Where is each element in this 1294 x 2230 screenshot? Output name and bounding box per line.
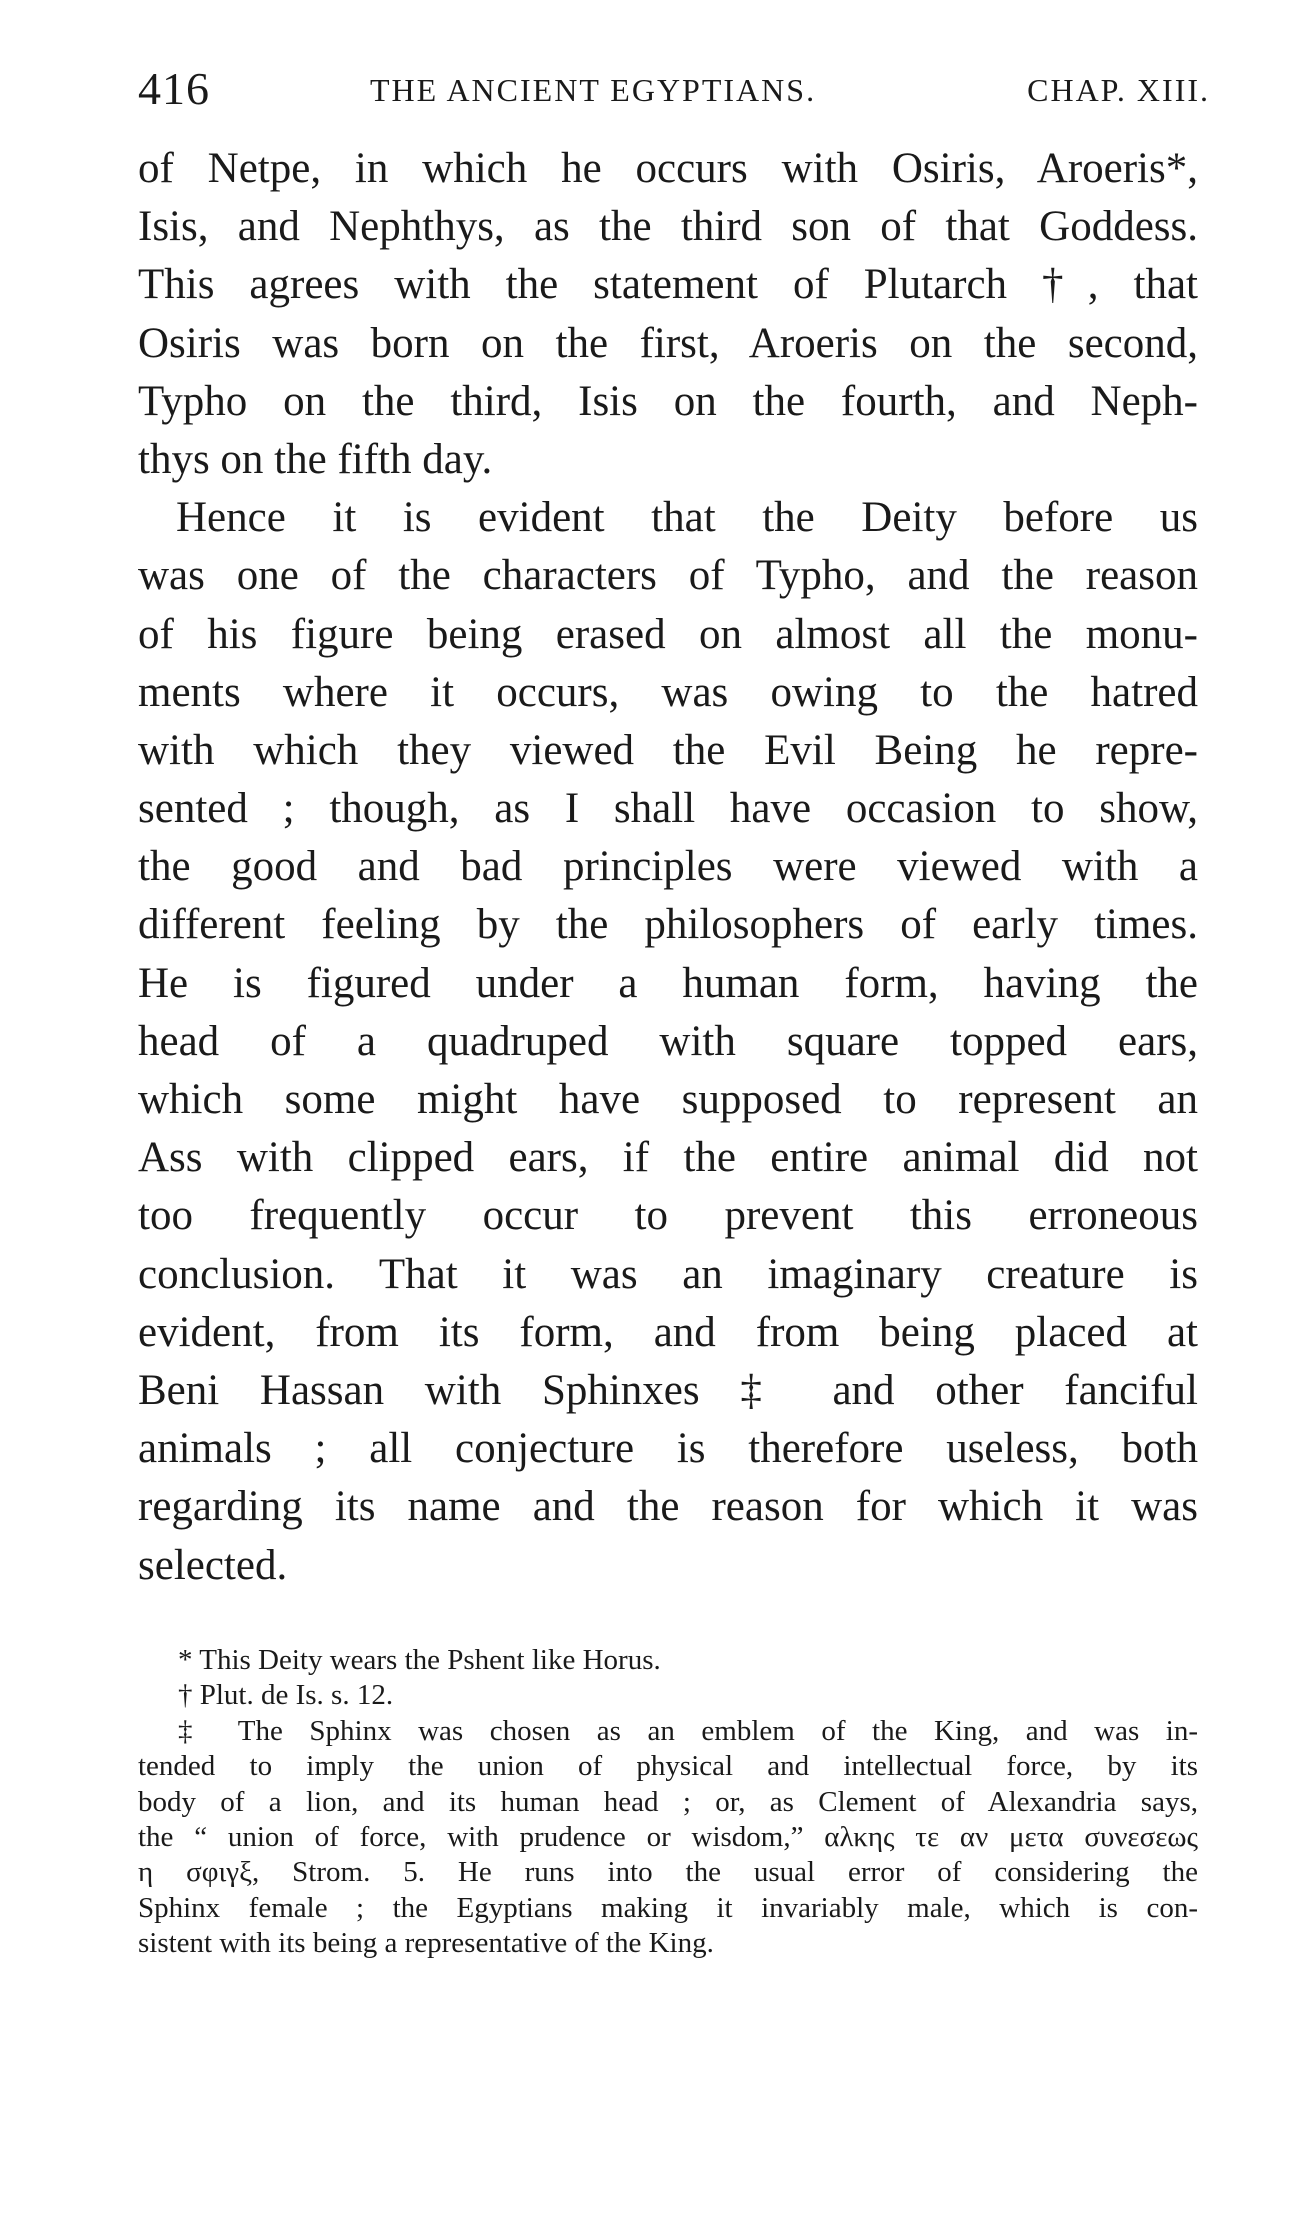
text-line: of his figure being erased on almost all the monu- bbox=[138, 610, 1198, 658]
text-line: sented ; though, as I shall have occasion to show, bbox=[138, 785, 1198, 833]
text-line: Osiris was born on the first, Aroeris on the second, bbox=[138, 319, 1198, 367]
chapter-label: CHAP. XIII. bbox=[1027, 72, 1210, 108]
footnotes bbox=[138, 1643, 1198, 1962]
footnote-line: sistent with its being a representative of the King. bbox=[138, 1927, 714, 1960]
text-line: selected. bbox=[138, 1541, 288, 1589]
text-line: the good and bad principles were viewed with a bbox=[138, 843, 1198, 891]
footnote-line: tended to imply the union of physical and intellectual force, by its bbox=[138, 1750, 1198, 1783]
footnote-line: the “ union of force, with prudence or wisdom,” αλκης τε αν μετα συνεσεως bbox=[138, 1820, 1198, 1853]
footnote-line: † Plut. de Is. s. 12. bbox=[178, 1679, 394, 1712]
text-line: thys on the fifth day. bbox=[138, 435, 493, 483]
text-line: Typho on the third, Isis on the fourth, and Neph- bbox=[138, 377, 1198, 425]
text-line: different feeling by the philosophers of early times. bbox=[138, 901, 1198, 949]
text-line: which some might have supposed to represent an bbox=[138, 1076, 1198, 1123]
text-line: with which they viewed the Evil Being he repre- bbox=[138, 726, 1198, 774]
text-line: too frequently occur to prevent this erroneous bbox=[138, 1192, 1198, 1240]
body-text bbox=[138, 140, 1198, 1595]
text-line: ments where it occurs, was owing to the hatred bbox=[138, 668, 1198, 716]
text-line: Ass with clipped ears, if the entire animal did not bbox=[138, 1134, 1198, 1182]
text-line: Hence it is evident that the Deity before us bbox=[176, 494, 1198, 542]
text-line: of Netpe, in which he occurs with Osiris, Aroeris*, bbox=[138, 145, 1198, 192]
text-line: was one of the characters of Typho, and the reason bbox=[138, 552, 1198, 600]
footnote-line: body of a lion, and its human head ; or, as Clement of Alexandria says, bbox=[138, 1785, 1198, 1818]
text-line: regarding its name and the reason for which it was bbox=[138, 1483, 1198, 1531]
text-line: head of a quadruped with square topped ears, bbox=[138, 1017, 1198, 1065]
text-line: This agrees with the statement of Plutarch †, that bbox=[138, 261, 1198, 309]
footnote-line: Sphinx female ; the Egyptians making it invariably male, which is con- bbox=[138, 1891, 1198, 1924]
footnote-line: ‡ The Sphinx was chosen as an emblem of the King, and was in- bbox=[178, 1714, 1198, 1747]
text-line: conclusion. That it was an imaginary creature is bbox=[138, 1250, 1198, 1298]
footnote-line: * This Deity wears the Pshent like Horus. bbox=[178, 1644, 661, 1676]
page-number: 416 bbox=[138, 63, 210, 114]
text-line: Beni Hassan with Sphinxes ‡ and other fanciful bbox=[138, 1366, 1198, 1414]
text-line: He is figured under a human form, having the bbox=[138, 959, 1198, 1007]
running-head bbox=[138, 62, 1210, 122]
footnote-line: η σφιγξ, Strom. 5. He runs into the usual error of considering the bbox=[138, 1856, 1198, 1889]
text-line: animals ; all conjecture is therefore useless, both bbox=[138, 1425, 1198, 1473]
text-line: evident, from its form, and from being placed at bbox=[138, 1308, 1198, 1356]
running-title: THE ANCIENT EGYPTIANS. bbox=[370, 72, 817, 108]
text-line: Isis, and Nephthys, as the third son of that Goddess. bbox=[138, 203, 1198, 251]
